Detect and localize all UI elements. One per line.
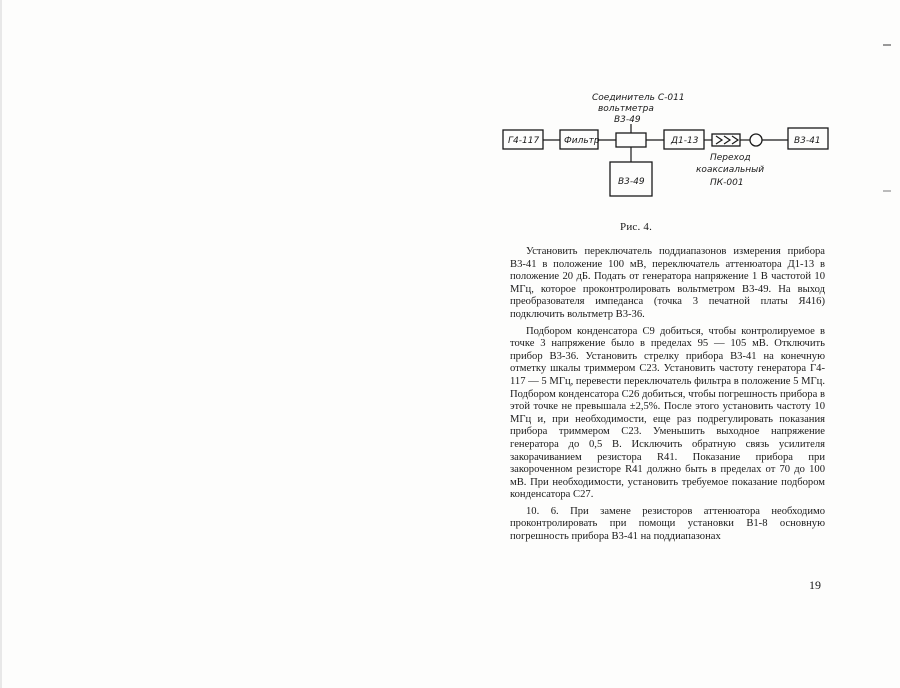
block-d1-13-label: Д1-13 (671, 136, 699, 146)
block-filter-label: Фильтр (564, 136, 600, 146)
edge-mark (883, 44, 891, 46)
block-diagram-svg (500, 88, 835, 208)
block-v3-41-label: В3-41 (794, 136, 821, 146)
block-diagram (500, 88, 835, 208)
page-gutter (0, 0, 2, 688)
adapter-label-line3: ПК-001 (710, 178, 744, 188)
label-voltmeter-line1: вольтметра (598, 104, 654, 114)
coax-connector-circle (750, 134, 762, 146)
paragraph: 10. 6. При замене резисторов аттенюатора необходимо проконтролировать при помощи установки В1-8 основную погрешность прибора В3-41 на поддиапазонах (510, 505, 825, 543)
adapter-marks (716, 136, 738, 144)
edge-mark (883, 190, 891, 192)
figure-caption: Рис. 4. (620, 221, 653, 233)
block-v3-49-label: В3-49 (618, 177, 645, 187)
paragraph: Установить переключатель поддиапазонов измерения прибора В3-41 в положение 100 мВ, переключатель аттенюатора Д1-13 в положение 20 дБ. Подать от генератора напряжение 1 В частотой 10 МГц, которое проконтролировать вольтметром В3-49. На выход преобразователя импеданса (точка 3 печатной платы Я416) подключить вольтметр В3-36. (510, 246, 825, 320)
body-text (510, 246, 825, 548)
paragraph: Подбором конденсатора С9 добиться, чтобы контролируемое в точке 3 напряжение было в пределах 95 — 105 мВ. Отключить прибор В3-36. Установить стрелку прибора В3-41 на конечную отметку шкалы триммером С23. Установить частоту генератора Г4-117 — 5 МГц, перевести переключатель фильтра в положение 5 МГц. Подбором конденсатора С26 добиться, чтобы погрешность прибора в этой точке не превышала ±2,5%. После этого установить частоту 10 МГц и, при необходимости, еще раз подрегулировать показания прибора триммером С23. Уменьшить выходное напряжение генератора до 0,5 В. Исключить обратную связь усилителя закорачиванием резистора R41. Показание прибора при закороченном резисторе R41 должно быть в пределах от 70 до 100 мВ. При необходимости, установить требуемое показание подбором конденсатора С27. (510, 325, 825, 501)
adapter-label-line1: Переход (710, 153, 751, 163)
page-number: 19 (809, 578, 821, 592)
adapter-label-line2: коаксиальный (696, 165, 765, 175)
label-connector: Соединитель С-011 (592, 93, 685, 103)
t-connector (616, 133, 646, 147)
block-g4-117-label: Г4-117 (508, 136, 540, 146)
label-voltmeter-line2: В3-49 (614, 115, 641, 125)
